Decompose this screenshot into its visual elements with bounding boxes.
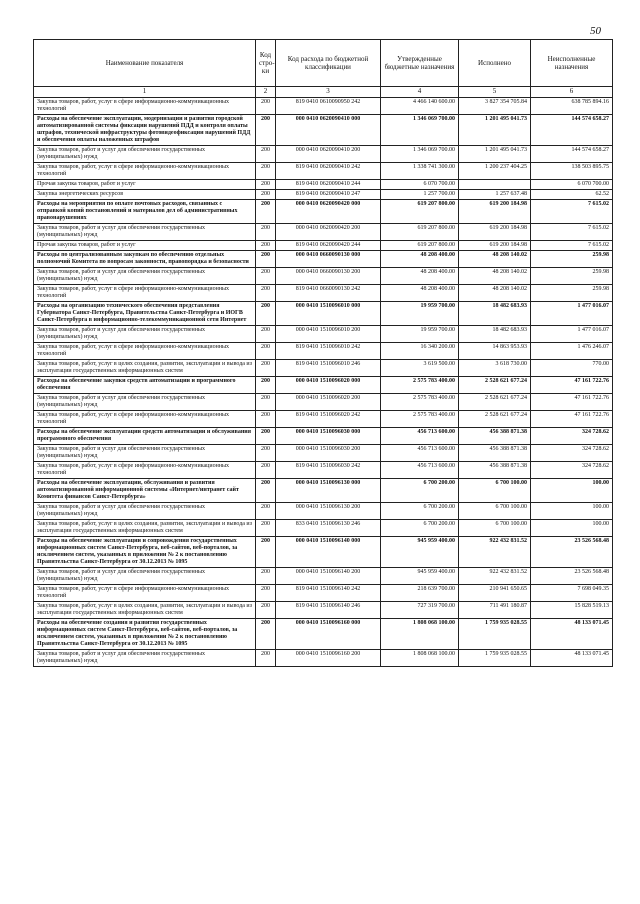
cell-class: 000 0410 1510096030 200 — [276, 445, 381, 462]
cell-class: 000 0410 1510096140 000 — [276, 537, 381, 568]
cell-code: 200 — [256, 180, 276, 190]
cell-code: 200 — [256, 411, 276, 428]
cell-executed: 619 200 184.98 — [459, 241, 531, 251]
column-number-row — [34, 87, 613, 98]
cell-executed: 2 528 621 677.24 — [459, 394, 531, 411]
cell-class: 000 0410 1510096160 000 — [276, 619, 381, 650]
cell-approved: 19 959 700.00 — [381, 326, 459, 343]
cell-name: Закупка товаров, работ и услуг для обеспечения государственных (муниципальных) нужд — [34, 503, 256, 520]
cell-unexecuted: 138 503 895.75 — [531, 163, 613, 180]
cell-approved: 48 208 400.00 — [381, 268, 459, 285]
cell-unexecuted: 259.98 — [531, 251, 613, 268]
cell-approved: 2 575 783 400.00 — [381, 394, 459, 411]
cell-executed: 1 201 495 041.73 — [459, 115, 531, 146]
cell-approved: 48 208 400.00 — [381, 251, 459, 268]
budget-report-table — [33, 39, 613, 667]
cell-code: 200 — [256, 602, 276, 619]
cell-executed: 456 388 871.38 — [459, 462, 531, 479]
cell-approved: 1 808 068 100.00 — [381, 619, 459, 650]
table-row — [34, 619, 613, 650]
table-row — [34, 251, 613, 268]
cell-approved: 945 959 400.00 — [381, 568, 459, 585]
cell-unexecuted: 144 574 658.27 — [531, 115, 613, 146]
cell-approved: 1 346 069 700.00 — [381, 115, 459, 146]
cell-unexecuted: 324 728.62 — [531, 428, 613, 445]
table-body — [34, 98, 613, 667]
cell-class: 000 0410 0660090130 200 — [276, 268, 381, 285]
cell-executed: 456 388 871.38 — [459, 428, 531, 445]
cell-code: 200 — [256, 268, 276, 285]
cell-approved: 619 207 800.00 — [381, 224, 459, 241]
cell-class: 819 0410 0660090130 242 — [276, 285, 381, 302]
cell-name: Расходы на обеспечение эксплуатации средств автоматизации и обслуживания программного обеспечения — [34, 428, 256, 445]
cell-approved: 6 700 200.00 — [381, 479, 459, 503]
table-row — [34, 394, 613, 411]
cell-code: 200 — [256, 190, 276, 200]
cell-code: 200 — [256, 650, 276, 667]
cell-approved: 1 808 068 100.00 — [381, 650, 459, 667]
table-row — [34, 568, 613, 585]
cell-code: 200 — [256, 377, 276, 394]
column-number: 1 — [34, 87, 256, 98]
table-row — [34, 224, 613, 241]
cell-approved: 1 338 741 300.00 — [381, 163, 459, 180]
table-row — [34, 115, 613, 146]
cell-unexecuted: 100.00 — [531, 479, 613, 503]
cell-code: 200 — [256, 146, 276, 163]
table-row — [34, 163, 613, 180]
header-unexecuted: Неисполненные назначения — [531, 40, 613, 87]
cell-approved: 48 208 400.00 — [381, 285, 459, 302]
cell-class: 819 0410 1510096010 242 — [276, 343, 381, 360]
cell-unexecuted: 638 785 894.16 — [531, 98, 613, 115]
table-row — [34, 520, 613, 537]
table-row — [34, 445, 613, 462]
table-row — [34, 650, 613, 667]
cell-name: Закупка товаров, работ, услуг в целях создания, развития, эксплуатации и вывода из эксплуатации государственных информационных систем — [34, 520, 256, 537]
table-row — [34, 377, 613, 394]
cell-code: 200 — [256, 520, 276, 537]
cell-class: 833 0410 1510096130 246 — [276, 520, 381, 537]
cell-class: 000 0410 0620090420 000 — [276, 200, 381, 224]
cell-class: 000 0410 1510096020 200 — [276, 394, 381, 411]
cell-approved: 6 700 200.00 — [381, 503, 459, 520]
cell-unexecuted: 23 526 568.48 — [531, 568, 613, 585]
cell-class: 000 0410 1510096010 000 — [276, 302, 381, 326]
cell-unexecuted: 47 161 722.76 — [531, 394, 613, 411]
cell-approved: 218 639 700.00 — [381, 585, 459, 602]
cell-class: 000 0410 1510096160 200 — [276, 650, 381, 667]
column-number: 6 — [531, 87, 613, 98]
table-row — [34, 479, 613, 503]
column-number: 5 — [459, 87, 531, 98]
cell-name: Расходы по централизованным закупкам по обеспечению отдельных полномочий Комитета по вопросам законности, правопорядка и безопасности — [34, 251, 256, 268]
cell-executed: 48 208 140.02 — [459, 268, 531, 285]
cell-code: 200 — [256, 241, 276, 251]
cell-class: 819 0410 1510096140 242 — [276, 585, 381, 602]
cell-code: 200 — [256, 585, 276, 602]
cell-name: Закупка товаров, работ, услуг в сфере информационно-коммуникационных технологий — [34, 585, 256, 602]
cell-executed: 1 759 935 028.55 — [459, 619, 531, 650]
cell-name: Закупка товаров, работ, услуг в целях создания, развития, эксплуатации и вывода из эксплуатации государственных информационных систем — [34, 602, 256, 619]
cell-code: 200 — [256, 285, 276, 302]
table-row — [34, 428, 613, 445]
table-row — [34, 200, 613, 224]
cell-name: Закупка товаров, работ и услуг для обеспечения государственных (муниципальных) нужд — [34, 445, 256, 462]
cell-name: Закупка товаров, работ, услуг в сфере информационно-коммуникационных технологий — [34, 343, 256, 360]
cell-class: 819 0410 0610090950 242 — [276, 98, 381, 115]
cell-class: 000 0410 0620090410 000 — [276, 115, 381, 146]
cell-executed: 3 827 354 705.84 — [459, 98, 531, 115]
table-row — [34, 462, 613, 479]
cell-class: 000 0410 0660090130 000 — [276, 251, 381, 268]
cell-class: 000 0410 1510096020 000 — [276, 377, 381, 394]
cell-class: 000 0410 1510096130 000 — [276, 479, 381, 503]
cell-unexecuted: 47 161 722.76 — [531, 377, 613, 394]
cell-executed: 1 759 935 028.55 — [459, 650, 531, 667]
cell-code: 200 — [256, 537, 276, 568]
cell-class: 819 0410 1510096020 242 — [276, 411, 381, 428]
cell-executed: 18 482 683.93 — [459, 326, 531, 343]
cell-executed: 2 528 621 677.24 — [459, 411, 531, 428]
cell-executed — [459, 180, 531, 190]
cell-code: 200 — [256, 200, 276, 224]
cell-name: Расходы на мероприятия по оплате почтовых расходов, связанных с отправкой копий постановлений и материалов дел об административных правонарушениях — [34, 200, 256, 224]
cell-name: Прочая закупка товаров, работ и услуг — [34, 180, 256, 190]
cell-unexecuted: 47 161 722.76 — [531, 411, 613, 428]
cell-executed: 619 200 184.98 — [459, 224, 531, 241]
cell-name: Закупка товаров, работ и услуг для обеспечения государственных (муниципальных) нужд — [34, 224, 256, 241]
table-row — [34, 285, 613, 302]
table-row — [34, 343, 613, 360]
cell-approved: 456 713 600.00 — [381, 428, 459, 445]
cell-approved: 16 340 200.00 — [381, 343, 459, 360]
cell-approved: 6 070 700.00 — [381, 180, 459, 190]
cell-class: 000 0410 1510096030 000 — [276, 428, 381, 445]
cell-code: 200 — [256, 163, 276, 180]
cell-class: 000 0410 1510096140 200 — [276, 568, 381, 585]
cell-approved: 2 575 783 400.00 — [381, 377, 459, 394]
cell-executed: 922 432 831.52 — [459, 537, 531, 568]
cell-class: 819 0410 1510096030 242 — [276, 462, 381, 479]
cell-executed: 1 200 237 404.25 — [459, 163, 531, 180]
cell-executed: 2 528 621 677.24 — [459, 377, 531, 394]
cell-name: Закупка товаров, работ и услуг для обеспечения государственных (муниципальных) нужд — [34, 268, 256, 285]
cell-name: Закупка товаров, работ, услуг в сфере информационно-коммуникационных технологий — [34, 285, 256, 302]
cell-class: 819 0410 0620090410 242 — [276, 163, 381, 180]
table-row — [34, 537, 613, 568]
cell-name: Закупка товаров, работ и услуг для обеспечения государственных (муниципальных) нужд — [34, 326, 256, 343]
cell-code: 200 — [256, 224, 276, 241]
cell-code: 200 — [256, 568, 276, 585]
header-name: Наименование показателя — [34, 40, 256, 87]
page-number: 50 — [590, 25, 601, 37]
cell-unexecuted: 144 574 658.27 — [531, 146, 613, 163]
cell-executed: 14 863 953.93 — [459, 343, 531, 360]
cell-approved: 4 466 140 600.00 — [381, 98, 459, 115]
cell-unexecuted: 48 133 071.45 — [531, 619, 613, 650]
header-approved: Утвержденные бюджетные назначения — [381, 40, 459, 87]
cell-unexecuted: 7 615.02 — [531, 241, 613, 251]
cell-code: 200 — [256, 428, 276, 445]
cell-unexecuted: 7 615.02 — [531, 200, 613, 224]
cell-code: 200 — [256, 251, 276, 268]
cell-executed: 619 200 184.98 — [459, 200, 531, 224]
cell-name: Закупка товаров, работ и услуг для обеспечения государственных (муниципальных) нужд — [34, 650, 256, 667]
cell-executed: 210 941 650.65 — [459, 585, 531, 602]
cell-class: 819 0410 0620090410 244 — [276, 180, 381, 190]
cell-approved: 2 575 783 400.00 — [381, 411, 459, 428]
cell-approved: 3 619 500.00 — [381, 360, 459, 377]
cell-executed: 1 201 495 041.73 — [459, 146, 531, 163]
table-row — [34, 302, 613, 326]
cell-approved: 456 713 600.00 — [381, 462, 459, 479]
cell-name: Прочая закупка товаров, работ и услуг — [34, 241, 256, 251]
cell-name: Закупка товаров, работ, услуг в сфере информационно-коммуникационных технологий — [34, 462, 256, 479]
table-row — [34, 98, 613, 115]
cell-code: 200 — [256, 360, 276, 377]
cell-name: Закупка товаров, работ, услуг в сфере информационно-коммуникационных технологий — [34, 163, 256, 180]
cell-unexecuted: 770.00 — [531, 360, 613, 377]
cell-code: 200 — [256, 115, 276, 146]
cell-code: 200 — [256, 394, 276, 411]
cell-class: 000 0410 1510096010 200 — [276, 326, 381, 343]
cell-name: Закупка товаров, работ и услуг для обеспечения государственных (муниципальных) нужд — [34, 394, 256, 411]
cell-approved: 456 713 600.00 — [381, 445, 459, 462]
cell-code: 200 — [256, 619, 276, 650]
cell-approved: 619 207 800.00 — [381, 200, 459, 224]
cell-unexecuted: 259.98 — [531, 285, 613, 302]
table-row — [34, 190, 613, 200]
cell-code: 200 — [256, 462, 276, 479]
cell-executed: 1 257 637.48 — [459, 190, 531, 200]
table-header-row — [34, 40, 613, 87]
cell-class: 000 0410 0620090420 200 — [276, 224, 381, 241]
cell-name: Закупка товаров, работ и услуг для обеспечения государственных (муниципальных) нужд — [34, 568, 256, 585]
cell-unexecuted: 1 477 016.07 — [531, 302, 613, 326]
cell-unexecuted: 100.00 — [531, 503, 613, 520]
cell-name: Расходы на обеспечение эксплуатации, обслуживания и развития автоматизированной информационной системы «Интернет/интранет сайт Комитета финансов Санкт-Петербурга» — [34, 479, 256, 503]
cell-unexecuted: 1 477 016.07 — [531, 326, 613, 343]
cell-approved: 619 207 800.00 — [381, 241, 459, 251]
cell-approved: 6 700 200.00 — [381, 520, 459, 537]
cell-unexecuted: 23 526 568.48 — [531, 537, 613, 568]
cell-executed: 48 208 140.02 — [459, 251, 531, 268]
cell-approved: 945 959 400.00 — [381, 537, 459, 568]
cell-class: 819 0410 0620090410 247 — [276, 190, 381, 200]
table-row — [34, 241, 613, 251]
table-row — [34, 180, 613, 190]
table-row — [34, 602, 613, 619]
cell-class: 819 0410 0620090420 244 — [276, 241, 381, 251]
header-executed: Исполнено — [459, 40, 531, 87]
cell-unexecuted: 1 476 246.07 — [531, 343, 613, 360]
cell-unexecuted: 324 728.62 — [531, 445, 613, 462]
cell-executed: 48 208 140.02 — [459, 285, 531, 302]
cell-name: Расходы на обеспечение эксплуатации и сопровождения государственных информационных систем Санкт-Петербурга, веб-сайтов, веб-порталов, за исключением систем, указанных в приложении № 2 к постановлению Правительства Санкт-Петербурга от 30.12.2013 № 1095 — [34, 537, 256, 568]
cell-unexecuted: 324 728.62 — [531, 462, 613, 479]
table-row — [34, 585, 613, 602]
cell-name: Расходы на обеспечение эксплуатации, модернизации и развития городской автоматизированной системы фиксации нарушений ПДД и контроля оплаты штрафов, технической инфраструктуры фотовидеофиксации нарушений ПДД и обеспечения оплаты наложенных штрафов — [34, 115, 256, 146]
cell-approved: 19 959 700.00 — [381, 302, 459, 326]
cell-class: 000 0410 1510096130 200 — [276, 503, 381, 520]
cell-code: 200 — [256, 479, 276, 503]
column-number: 3 — [276, 87, 381, 98]
cell-unexecuted: 7 698 049.35 — [531, 585, 613, 602]
cell-code: 200 — [256, 343, 276, 360]
column-number: 2 — [256, 87, 276, 98]
cell-code: 200 — [256, 302, 276, 326]
cell-name: Закупка энергетических ресурсов — [34, 190, 256, 200]
cell-code: 200 — [256, 503, 276, 520]
cell-unexecuted: 6 070 700.00 — [531, 180, 613, 190]
cell-name: Закупка товаров, работ и услуг для обеспечения государственных (муниципальных) нужд — [34, 146, 256, 163]
table-row — [34, 146, 613, 163]
cell-executed: 6 700 100.00 — [459, 503, 531, 520]
table-row — [34, 268, 613, 285]
cell-name: Расходы на обеспечение закупки средств автоматизации и программного обеспечения — [34, 377, 256, 394]
header-class: Код расхода по бюджетной классификации — [276, 40, 381, 87]
cell-code: 200 — [256, 98, 276, 115]
cell-unexecuted: 100.00 — [531, 520, 613, 537]
table-row — [34, 503, 613, 520]
cell-approved: 727 319 700.00 — [381, 602, 459, 619]
cell-name: Закупка товаров, работ, услуг в сфере информационно-коммуникационных технологий — [34, 98, 256, 115]
cell-executed: 922 432 831.52 — [459, 568, 531, 585]
cell-name: Закупка товаров, работ, услуг в целях создания, развития, эксплуатации и вывода из эксплуатации государственных информационных систем — [34, 360, 256, 377]
table-row — [34, 360, 613, 377]
cell-class: 819 0410 1510096140 246 — [276, 602, 381, 619]
table-row — [34, 411, 613, 428]
cell-executed: 711 491 180.87 — [459, 602, 531, 619]
cell-name: Расходы на организацию технического обеспечения представления Губернатора Санкт-Петербурга, Правительства Санкт-Петербурга и ИОГВ Санкт-Петербурга в информационно-телекоммуникационной сети Интернет — [34, 302, 256, 326]
cell-unexecuted: 15 828 519.13 — [531, 602, 613, 619]
cell-executed: 3 618 730.00 — [459, 360, 531, 377]
cell-executed: 18 482 683.93 — [459, 302, 531, 326]
table-row — [34, 326, 613, 343]
cell-unexecuted: 259.98 — [531, 268, 613, 285]
cell-code: 200 — [256, 445, 276, 462]
cell-class: 000 0410 0620090410 200 — [276, 146, 381, 163]
cell-executed: 6 700 100.00 — [459, 479, 531, 503]
cell-executed: 6 700 100.00 — [459, 520, 531, 537]
cell-class: 819 0410 1510096010 246 — [276, 360, 381, 377]
cell-name: Закупка товаров, работ, услуг в сфере информационно-коммуникационных технологий — [34, 411, 256, 428]
cell-executed: 456 388 871.38 — [459, 445, 531, 462]
header-code: Код стро-ки — [256, 40, 276, 87]
cell-name: Расходы на обеспечение создания и развития государственных информационных систем Санкт-Петербурга, веб-сайтов, веб-порталов, за исключением систем, указанных в приложении № 2 к постановлению Правительства Санкт-Петербурга от 30.12.2013 № 1095 — [34, 619, 256, 650]
cell-approved: 1 346 069 700.00 — [381, 146, 459, 163]
cell-unexecuted: 62.52 — [531, 190, 613, 200]
cell-unexecuted: 48 133 071.45 — [531, 650, 613, 667]
cell-approved: 1 257 700.00 — [381, 190, 459, 200]
cell-unexecuted: 7 615.02 — [531, 224, 613, 241]
column-number: 4 — [381, 87, 459, 98]
cell-code: 200 — [256, 326, 276, 343]
